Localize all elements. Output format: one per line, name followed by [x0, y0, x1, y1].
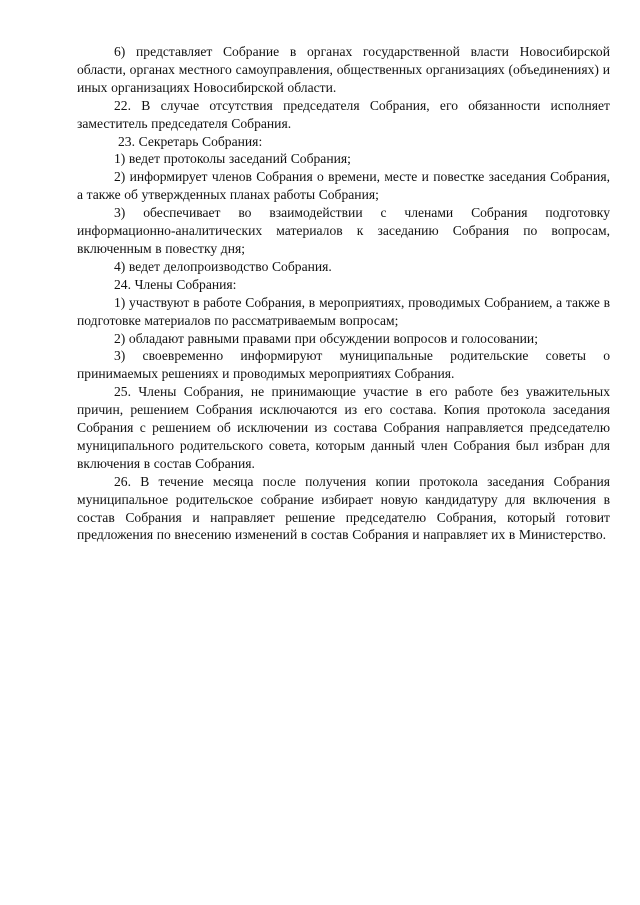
paragraph-clause-23-item-3: 3) обеспечивает во взаимодействии с членами Собрания подготовку информационно-аналитических материалов к заседанию Собрания по вопросам, включенным в повестку дня; [77, 205, 610, 256]
paragraph-clause-23-item-2: 2) информирует членов Собрания о времени, месте и повестке заседания Собрания, а также об утвержденных планах работы Собрания; [77, 169, 610, 203]
paragraph-clause-22: 22. В случае отсутствия председателя Собрания, его обязанности исполняет заместитель председателя Собрания. [77, 97, 610, 131]
paragraph-clause-25: 25. Члены Собрания, не принимающие участие в его работе без уважительных причин, решением Собрания исключаются из его состава. Копия протокола заседания Собрания с решением об исключении из состава Собрания направляется председателю муниципального родительского совета, которым данный член Собрания был избран для включения в состав Собрания. [77, 384, 610, 471]
paragraph-clause-24-item-1: 1) участвуют в работе Собрания, в мероприятиях, проводимых Собранием, а также в подготовке материалов по рассматриваемым вопросам; [77, 294, 610, 328]
paragraph-clause-24-item-3: 3) своевременно информируют муниципальные родительские советы о принимаемых решениях и проводимых мероприятиях Собрания. [77, 348, 610, 382]
document-body [77, 43, 610, 544]
paragraph-clause-23-heading: 23. Секретарь Собрания: [118, 133, 263, 149]
paragraph-clause-23-item-4: 4) ведет делопроизводство Собрания. [114, 258, 332, 274]
paragraph-clause-26: 26. В течение месяца после получения копии протокола заседания Собрания муниципальное родительское собрание избирает новую кандидатуру для включения в состав Собрания и направляет решение председателю Собрания, который готовит предложения по внесению изменений в состав Собрания и направляет их в Министерство. [77, 473, 610, 543]
paragraph-clause-23-item-1: 1) ведет протоколы заседаний Собрания; [114, 151, 351, 167]
paragraph-clause-24-heading: 24. Члены Собрания: [114, 276, 237, 292]
paragraph-clause-24-item-2: 2) обладают равными правами при обсуждении вопросов и голосовании; [114, 330, 538, 346]
paragraph-item-6-representation: 6) представляет Собрание в органах государственной власти Новосибирской области, органах местного самоуправления, общественных организациях (объединениях) и иных организациях Новосибирской области. [77, 44, 610, 95]
